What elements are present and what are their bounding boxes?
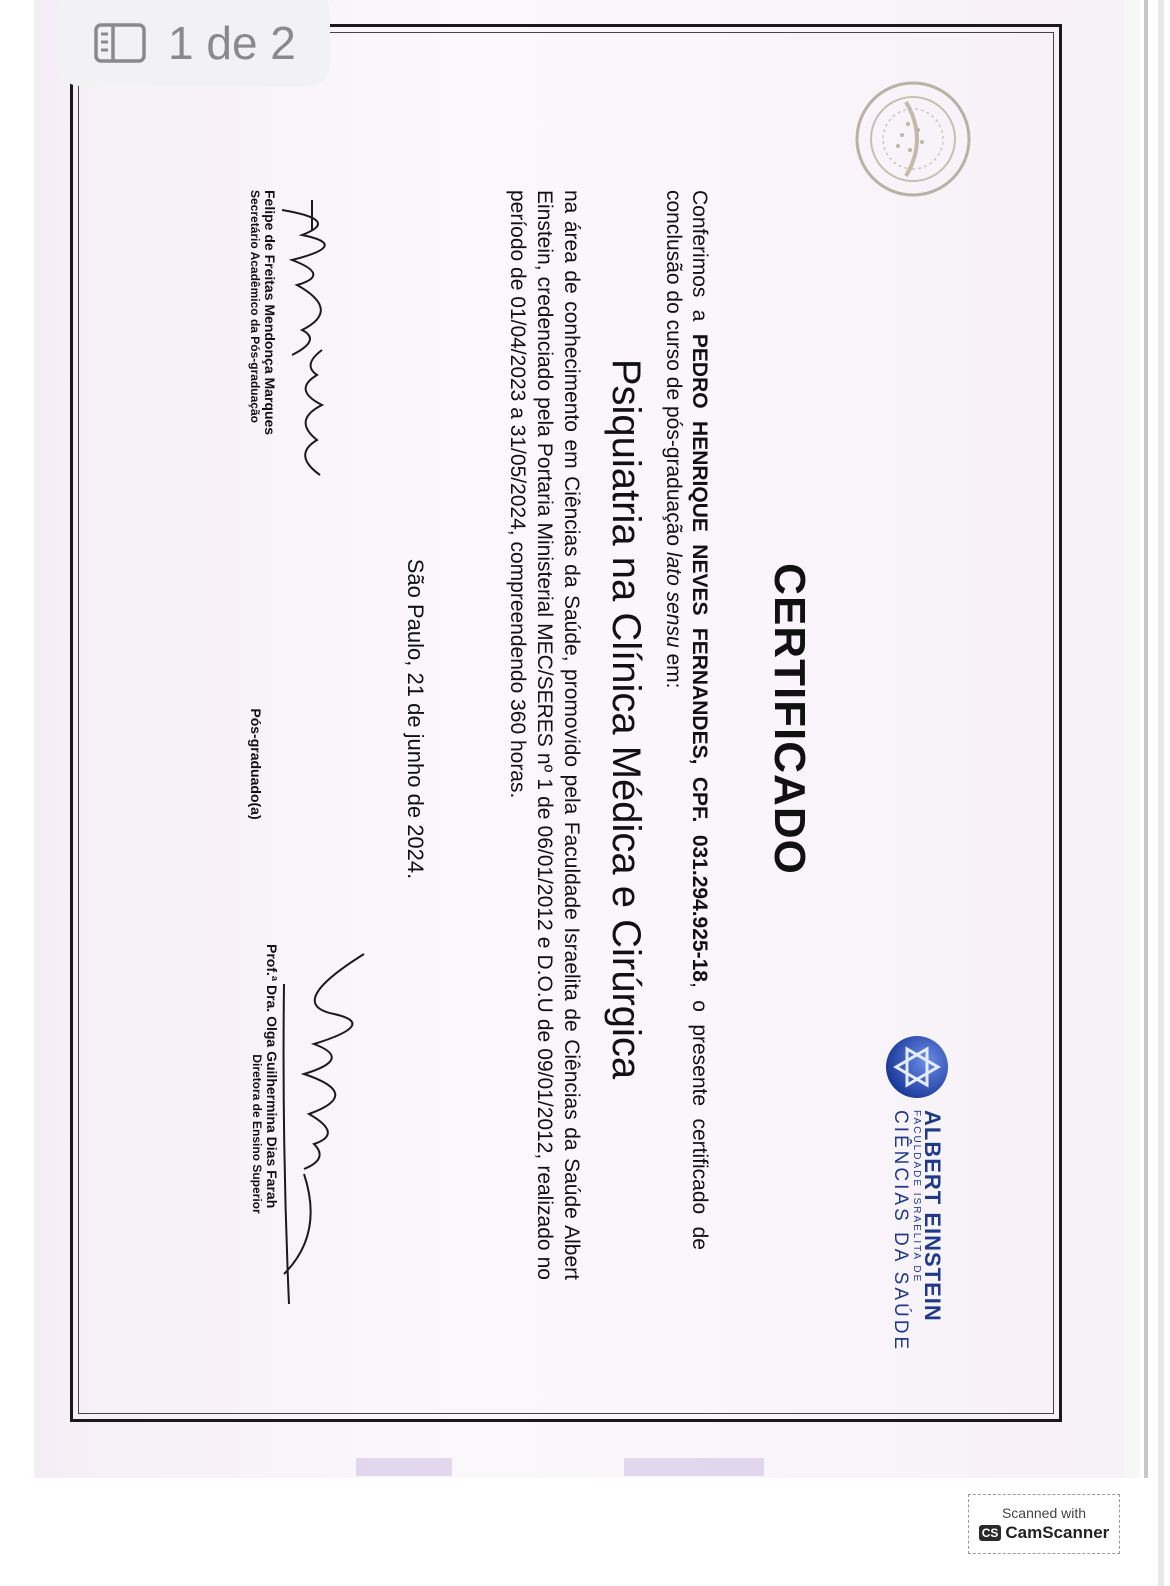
page-edge	[1124, 0, 1140, 1478]
signature-block-right	[250, 944, 384, 1324]
camscanner-badge	[968, 1494, 1120, 1554]
intro-text: Conferimos a	[688, 190, 711, 334]
scan-artifact	[624, 1458, 764, 1476]
scrollbar[interactable]	[1158, 0, 1164, 1586]
handwritten-signature	[272, 190, 362, 490]
page-indicator[interactable]	[58, 0, 330, 86]
scan-artifact	[356, 1458, 452, 1476]
logo-line-2: FACULDADE ISRAELITA DE	[910, 1110, 922, 1284]
page-edge-line	[1144, 0, 1148, 1478]
lato-sensu: lato sensu	[661, 551, 685, 648]
camscanner-label: CamScanner	[1005, 1523, 1110, 1542]
handwritten-signature	[274, 944, 384, 1324]
logo-line-3: CIÊNCIAS DA SAÚDE	[890, 1110, 912, 1353]
signer-role-left: Secretário Acadêmico da Pós-graduação	[248, 190, 262, 423]
certificate-intro	[660, 190, 713, 1250]
certificate	[124, 74, 1004, 1364]
sidebar-icon[interactable]	[94, 23, 146, 63]
page-indicator-label: 1 de 2	[168, 17, 296, 69]
logo-line-1: ALBERT EINSTEIN	[919, 1110, 945, 1322]
recipient-name: PEDRO HENRIQUE NEVES FERNANDES, CPF. 031.294.925-18	[688, 333, 711, 982]
signer-name-left: Felipe de Freitas Mendonça Marques	[262, 190, 278, 436]
signer-role-right: Diretora de Ensino Superior	[250, 1054, 264, 1214]
intro-text: em:	[661, 647, 685, 689]
camscanner-logo-icon: CS	[979, 1525, 1002, 1541]
certificate-title: CERTIFICADO	[765, 563, 814, 875]
republic-seal-icon	[854, 80, 972, 198]
signature-block-middle	[248, 634, 264, 894]
place-date: São Paulo, 21 de junho de 2024.	[403, 558, 428, 880]
albert-einstein-logo	[862, 1034, 972, 1374]
star-of-david-icon	[884, 1034, 950, 1100]
certificate-body: na área de conhecimento em Ciências da Saúde, promovido pela Faculdade Israelita de Ciências da Saúde Albert Einstein, credenciado pela Portaria Ministerial MEC/SERES nº 1 de 06/01/2012 e D.O.U de 09/01/2012, realizado no período de 01/04/2023 a 31/05/2024, compreendendo 360 horas.	[506, 190, 583, 1280]
scanned-with-label: Scanned with	[1001, 1505, 1087, 1521]
signer-role-middle: Pós-graduado(a)	[248, 708, 264, 820]
intro-text: , o presente certificado de conclusão do curso de pós-graduação	[661, 190, 711, 1250]
signer-name-right: Prof.ª Dra. Olga Guilhermina Dias Farah	[264, 944, 280, 1209]
course-name: Psiquiatria na Clínica Médica e Cirúrgica	[604, 358, 648, 1080]
signature-block-left	[248, 190, 362, 530]
